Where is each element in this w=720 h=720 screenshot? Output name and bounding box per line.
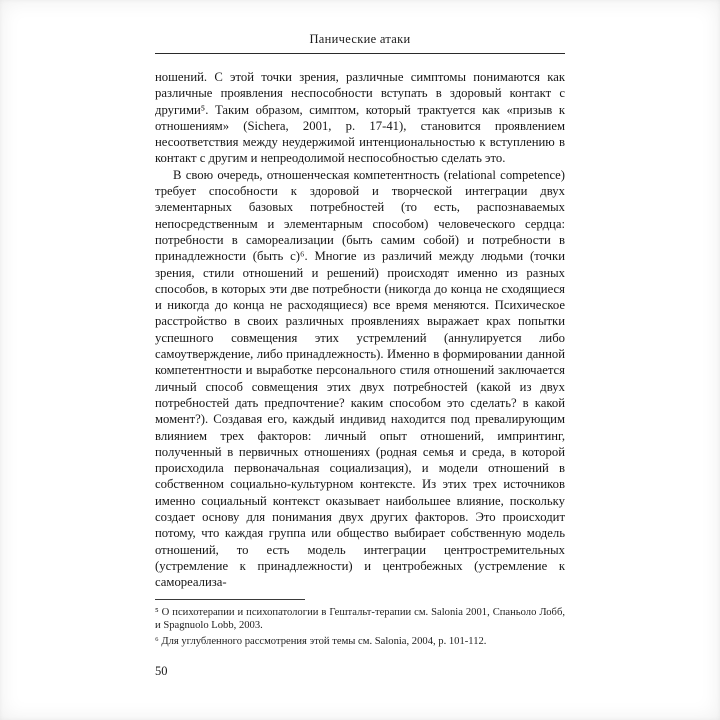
body-text: [155, 69, 565, 591]
header-rule: [155, 53, 565, 54]
footnote-6: ⁶ Для углубленного рассмотрения этой темы см. Salonia, 2004, p. 101-112.: [155, 635, 487, 647]
running-header: [155, 0, 565, 54]
footnote-rule: [155, 599, 305, 600]
paragraph-continuation: ношений. С этой точки зрения, различные симптомы понимаются как различные проявления неспособности вступать в здоровый контакт с другими⁵. Таким образом, симптом, который трактуется как «призыв к отношениям» (Sichera, 2001, p. 17-41), становится проявлением несоответствия между неудержимой интенциональностью к вступлению в контакт с другим и непреодолимой неспособностью сделать это.: [155, 70, 565, 166]
page-number: 50: [155, 664, 168, 678]
footnote-5: ⁵ О психотерапии и психопатологии в Гештальт-терапии см. Salonia 2001, Спаньоло Лобб, и Spagnuolo Lobb, 2003.: [155, 606, 565, 632]
footnotes-section: [155, 599, 565, 649]
paragraph: В свою очередь, отношенческая компетентность (relational competence) требует способности к здоровой и творческой интеграции двух элементарных базовых потребностей (то есть, распознаваемых непосредственным и элементарным способом) человеческого сердца: потребности в самореализации (быть самим собой) и потребности в принадлежности (быть с)⁶. Многие из различий между людьми (точки зрения, стили отношений и решений) происходят именно из разных способов, в которых эти две потребности (никогда до конца не сходящиеся и никогда до конца не расходящиеся) все время меняются. Психическое расстройство в своих различных проявлениях выражает крах попытки успешного совмещения этих устремлений (аннулируется либо самоутверждение, либо принадлежность). Именно в формировании данной компетентности и выработке персонального стиля отношений заключается личный способ совмещения этих двух потребностей (какой из двух потребностей дать предпочтение? каким способом это сделать? в какой момент?). Создавая его, каждый индивид находится под превалирующим влиянием трех факторов: личный опыт отношений, импринтинг, полученный в первичных отношениях (родная семья и среда, в которой происходила первоначальная социализация), и модели отношений в собственном социально-культурном контексте. Из этих трех источников именно социальный контекст оказывает наибольшее влияние, поскольку создает основу для понимания двух других факторов. Это происходит потому, что каждая группа или общество выбирает собственную модель отношений, то есть модель интеграции центростремительных (устремление к принадлежности) и центробежных (устремление к самореализа-: [155, 167, 565, 590]
page-header-title: Панические атаки: [309, 32, 411, 46]
text-column: [155, 0, 565, 650]
